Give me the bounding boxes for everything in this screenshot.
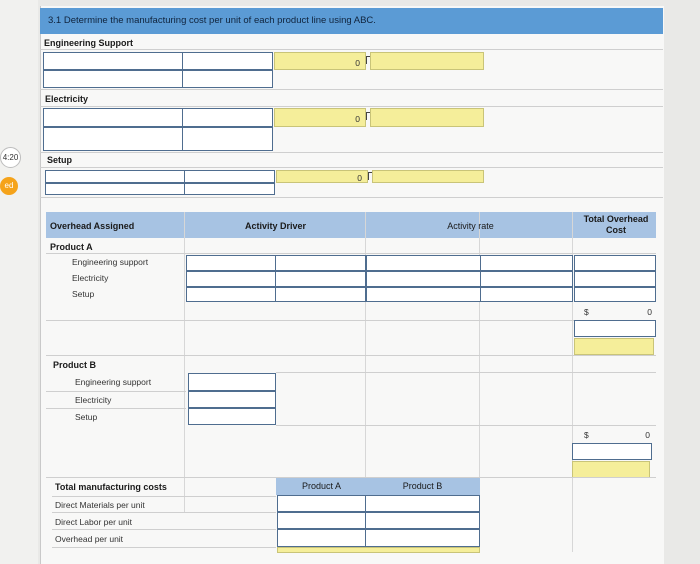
mfg-b-dm[interactable] xyxy=(365,495,480,512)
a-rate-4[interactable] xyxy=(480,271,573,287)
currency-symbol: $ xyxy=(584,430,589,440)
setup-result[interactable] xyxy=(276,170,368,183)
elec-result[interactable] xyxy=(274,108,366,127)
eng-cell-3[interactable] xyxy=(43,70,183,88)
eng-cell-4[interactable] xyxy=(182,70,273,88)
a-grand-1[interactable] xyxy=(574,320,656,337)
product-b-label: Product B xyxy=(53,360,97,370)
eng-cell-1[interactable] xyxy=(43,52,183,70)
a-rate-2[interactable] xyxy=(480,255,573,271)
timer-badge: 4:20 xyxy=(0,147,21,168)
status-pill: ed xyxy=(0,177,18,195)
mfg-a-oh[interactable] xyxy=(277,529,366,547)
eng-result-2[interactable] xyxy=(370,52,484,70)
activity-rate-header: Activity rate xyxy=(447,221,494,231)
mfg-a-dl[interactable] xyxy=(277,512,366,529)
overhead-per-unit-label: Overhead per unit xyxy=(55,534,124,544)
total-overhead-header: Total Overhead Cost xyxy=(583,214,649,235)
a-grand-result[interactable] xyxy=(574,338,654,355)
setup-result-value: 0 xyxy=(357,173,362,183)
activity-driver-header: Activity Driver xyxy=(244,221,307,231)
elec-cell-2[interactable] xyxy=(182,108,273,127)
eng-result[interactable] xyxy=(274,52,366,70)
a-total-2[interactable] xyxy=(574,271,656,287)
setup-cell-1[interactable] xyxy=(45,170,185,183)
mfg-b-oh[interactable] xyxy=(365,529,480,547)
b-grand-1[interactable] xyxy=(572,443,652,460)
b-driver-2[interactable] xyxy=(188,391,276,408)
direct-materials-label: Direct Materials per unit xyxy=(55,500,145,510)
a-rate-6[interactable] xyxy=(480,287,573,302)
question-header xyxy=(40,8,663,34)
a-driver-2[interactable] xyxy=(275,255,366,271)
a-driver-4[interactable] xyxy=(275,271,366,287)
product-a-label: Product A xyxy=(50,242,93,252)
a-total-1[interactable] xyxy=(574,255,656,271)
product-b-total: 0 xyxy=(645,430,650,440)
overhead-assigned-header: Overhead Assigned xyxy=(50,221,135,231)
a-driver-1[interactable] xyxy=(186,255,276,271)
mfg-total-row[interactable] xyxy=(277,547,480,553)
currency-symbol: $ xyxy=(584,307,589,317)
elec-cell-4[interactable] xyxy=(182,127,273,151)
a-rate-3[interactable] xyxy=(366,271,481,287)
product-a-total: 0 xyxy=(647,307,652,317)
mfg-b-dl[interactable] xyxy=(365,512,480,529)
product-b-eng-label: Engineering support xyxy=(75,377,152,387)
electricity-label: Electricity xyxy=(45,94,89,104)
direct-labor-label: Direct Labor per unit xyxy=(55,517,133,527)
mfg-product-a-header: Product A xyxy=(301,481,342,491)
setup-result-2[interactable] xyxy=(372,170,484,183)
setup-label: Setup xyxy=(47,155,73,165)
setup-cell-3[interactable] xyxy=(45,183,185,195)
a-rate-5[interactable] xyxy=(366,287,481,302)
a-driver-5[interactable] xyxy=(186,287,276,302)
b-driver-3[interactable] xyxy=(188,408,276,425)
setup-cell-2[interactable] xyxy=(184,170,275,183)
product-a-setup-label: Setup xyxy=(72,289,95,299)
engineering-support-label: Engineering Support xyxy=(44,38,133,48)
elec-result-value: 0 xyxy=(355,114,360,124)
product-b-elec-label: Electricity xyxy=(75,395,112,405)
mfg-a-dm[interactable] xyxy=(277,495,366,512)
elec-cell-1[interactable] xyxy=(43,108,183,127)
elec-result-2[interactable] xyxy=(370,108,484,127)
eng-cell-2[interactable] xyxy=(182,52,273,70)
elec-cell-3[interactable] xyxy=(43,127,183,151)
a-total-3[interactable] xyxy=(574,287,656,302)
setup-cell-4[interactable] xyxy=(184,183,275,195)
b-grand-result[interactable] xyxy=(572,461,650,478)
a-rate-1[interactable] xyxy=(366,255,481,271)
mfg-title: Total manufacturing costs xyxy=(55,482,167,492)
a-driver-3[interactable] xyxy=(186,271,276,287)
b-driver-1[interactable] xyxy=(188,373,276,391)
mfg-product-b-header: Product B xyxy=(402,481,443,491)
question-title: 3.1 Determine the manufacturing cost per unit of each product line using ABC. xyxy=(48,15,376,26)
product-a-eng-label: Engineering support xyxy=(72,257,149,267)
a-driver-6[interactable] xyxy=(275,287,366,302)
left-pane xyxy=(0,0,38,564)
eng-result-value: 0 xyxy=(355,58,360,68)
product-b-setup-label: Setup xyxy=(75,412,98,422)
product-a-elec-label: Electricity xyxy=(72,273,109,283)
